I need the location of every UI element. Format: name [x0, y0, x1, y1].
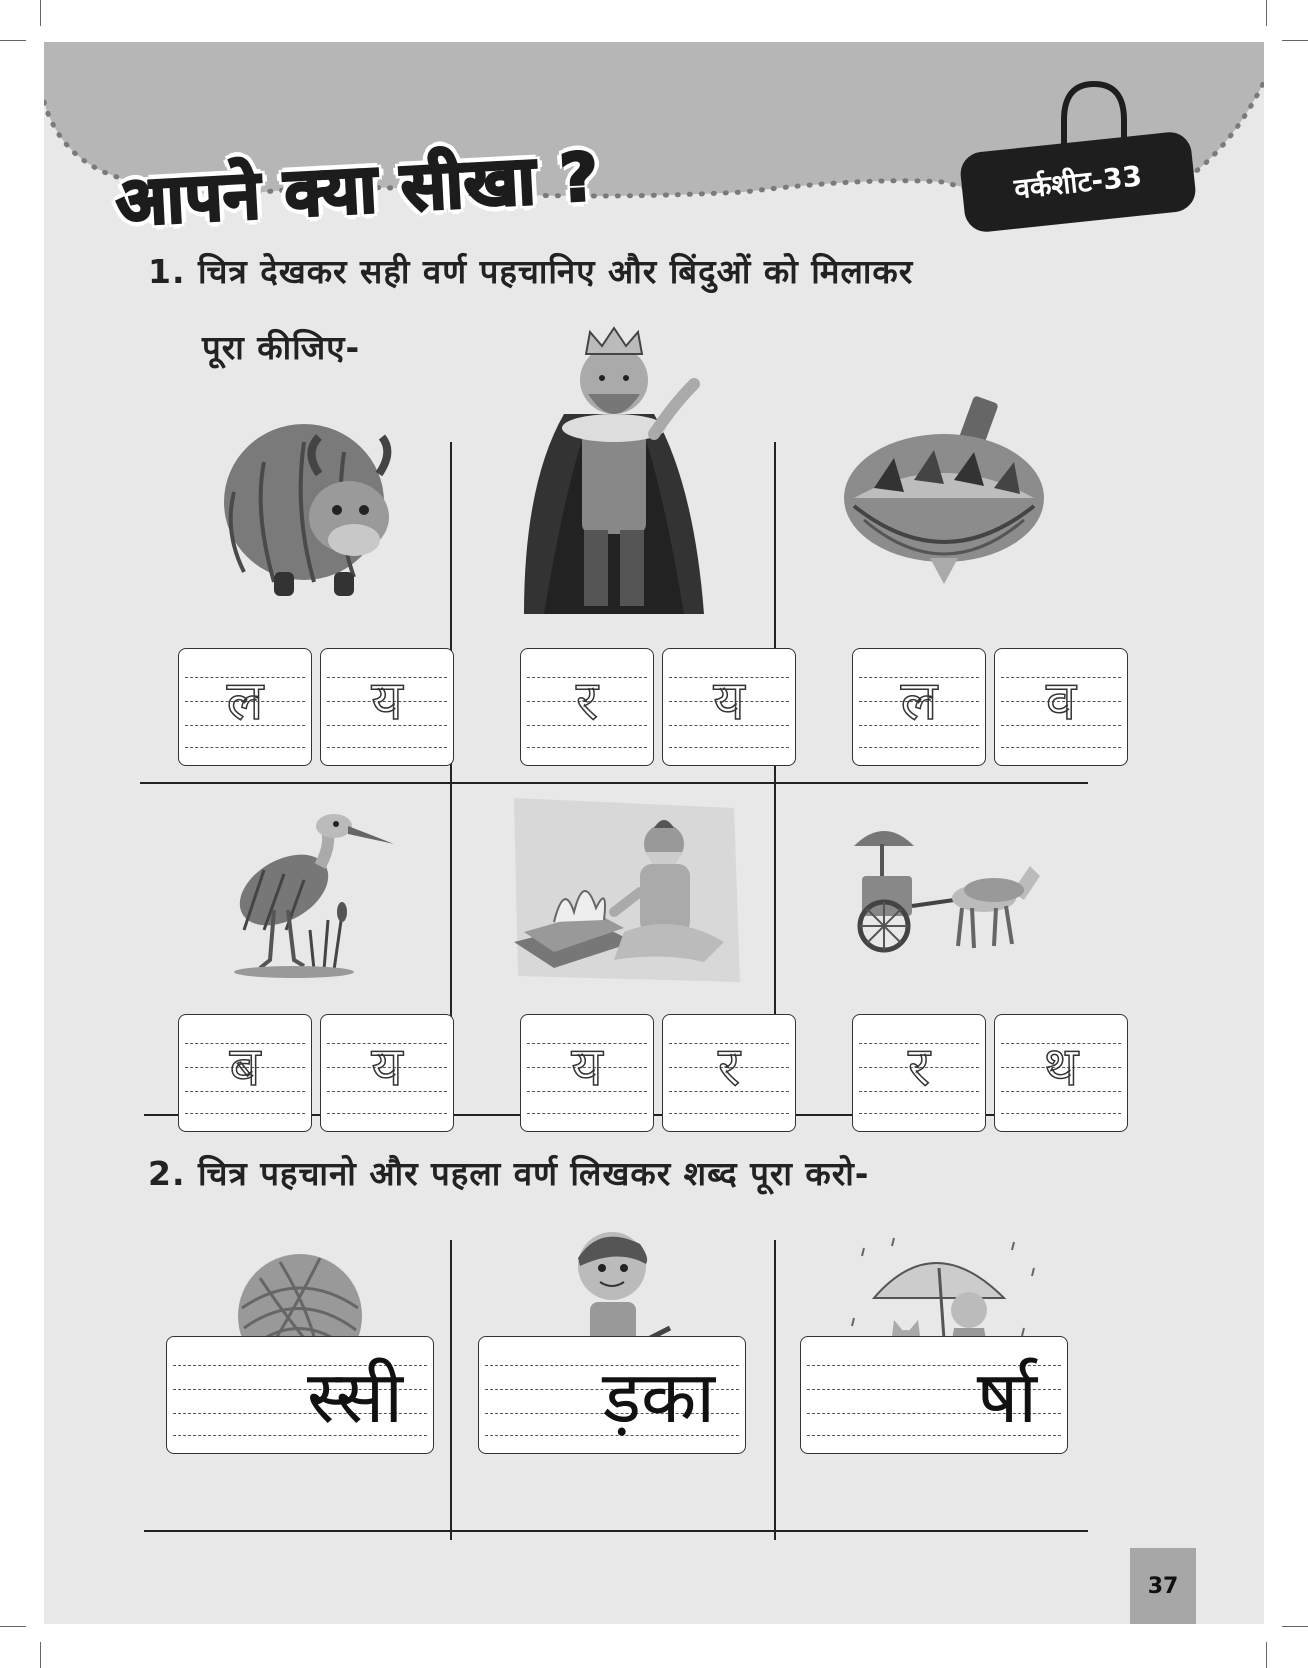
page-number: [1130, 1548, 1196, 1624]
page-number-text: 37: [1147, 1573, 1179, 1599]
trace-box[interactable]: [178, 648, 312, 766]
trace-letter: य: [371, 1035, 403, 1098]
worksheet-page: [44, 42, 1264, 1624]
trace-letter: य: [571, 1035, 603, 1098]
trace-box[interactable]: [662, 1014, 796, 1132]
crop-mark: [40, 0, 41, 26]
word-ending: ड़का: [602, 1355, 715, 1439]
trace-box[interactable]: [520, 648, 654, 766]
chariot-icon: [844, 816, 1044, 966]
word-box[interactable]: [478, 1336, 746, 1454]
trace-box[interactable]: [320, 1014, 454, 1132]
trace-box[interactable]: [994, 1014, 1128, 1132]
worksheet-label: वर्कशीट-33: [1012, 159, 1144, 206]
trace-box[interactable]: [852, 648, 986, 766]
grid-divider: [144, 1530, 1088, 1532]
crop-mark: [0, 1626, 26, 1627]
trace-letter: ब: [229, 1035, 261, 1098]
crop-mark: [1282, 40, 1308, 41]
trace-box[interactable]: [178, 1014, 312, 1132]
trace-box[interactable]: [994, 648, 1128, 766]
trace-box[interactable]: [320, 648, 454, 766]
trace-letter: य: [713, 669, 745, 732]
yak-icon: [214, 382, 414, 602]
question-2: 2. चित्र पहचानो और पहला वर्ण लिखकर शब्द पूरा करो-: [148, 1154, 870, 1193]
trace-letter: ल: [900, 669, 938, 732]
word-ending: र्षा: [976, 1355, 1037, 1439]
crop-mark: [1282, 1626, 1308, 1627]
word-box[interactable]: [166, 1336, 434, 1454]
king-icon: [504, 324, 724, 634]
trace-box[interactable]: [520, 1014, 654, 1132]
trace-letter: र: [907, 1035, 931, 1098]
trace-letter: ल: [226, 669, 264, 732]
trace-letter: व: [1045, 669, 1077, 732]
crop-mark: [1266, 0, 1267, 26]
crop-mark: [0, 40, 26, 41]
trace-letter: य: [371, 669, 403, 732]
spinning-top-icon: [834, 388, 1054, 588]
page-title: आपने क्या सीखा ?: [114, 138, 602, 241]
word-box[interactable]: [800, 1336, 1068, 1454]
word-ending: स्सी: [306, 1355, 403, 1439]
trace-letter: थ: [1043, 1035, 1079, 1098]
trace-box[interactable]: [662, 648, 796, 766]
trace-letter: र: [717, 1035, 741, 1098]
trace-letter: र: [575, 669, 599, 732]
grid-divider: [774, 1240, 776, 1540]
grid-divider: [140, 782, 1088, 784]
grid-divider: [450, 1240, 452, 1540]
heron-icon: [224, 810, 404, 980]
crop-mark: [1266, 1642, 1267, 1668]
crop-mark: [40, 1642, 41, 1668]
sage-yagya-icon: [504, 792, 744, 992]
trace-box[interactable]: [852, 1014, 986, 1132]
question-1-line-2: पूरा कीजिए-: [202, 328, 361, 367]
question-1-line-1: 1. चित्र देखकर सही वर्ण पहचानिए और बिंदुओं को मिलाकर: [148, 252, 914, 291]
